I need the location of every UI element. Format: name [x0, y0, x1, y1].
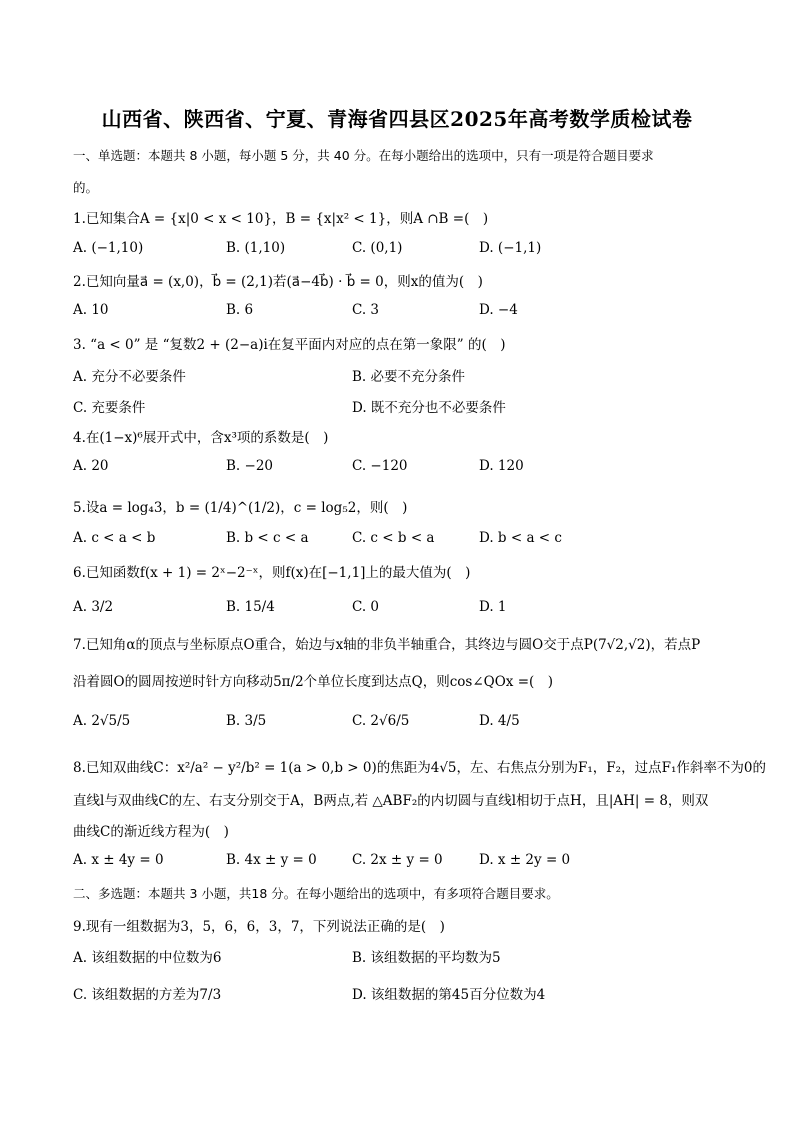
question-3-stem: 3. “a < 0” 是 “复数2 + (2−a)i在复平面内对应的点在第一象限” 的( ): [73, 337, 506, 353]
question-7-option-a: A. 2√5/5: [73, 713, 131, 729]
question-5-option-a: A. c < a < b: [73, 530, 156, 546]
section2-instructions: 二、多选题：本题共 3 小题，共18 分。在每小题给出的选项中，有多项符合题目要求。: [73, 886, 559, 901]
question-5-option-d: D. b < a < c: [479, 530, 562, 546]
question-8-option-a: A. x ± 4y = 0: [73, 852, 164, 868]
question-5-stem: 5.设a = log₄3，b = (1/4)^(1/2)，c = log₅2，则( ): [73, 500, 408, 516]
question-2-option-a: A. 10: [73, 302, 109, 318]
question-8-option-b: B. 4x ± y = 0: [226, 852, 317, 868]
question-7-stem-line2: 沿着圆O的圆周按逆时针方向移动5π/2个单位长度到达点Q，则cos∠QOx =( ): [73, 674, 554, 690]
section1-instructions-line2: 的。: [73, 180, 99, 195]
question-9-option-d: D. 该组数据的第45百分位数为4: [352, 987, 546, 1003]
question-4-option-b: B. −20: [226, 458, 273, 474]
question-7-option-d: D. 4/5: [479, 713, 520, 729]
section1-instructions-line1: 一、单选题：本题共 8 小题，每小题 5 分，共 40 分。在每小题给出的选项中，只有一项是符合题目要求: [73, 148, 654, 163]
question-8-option-d: D. x ± 2y = 0: [479, 852, 571, 868]
question-4-option-c: C. −120: [352, 458, 408, 474]
question-2-option-b: B. 6: [226, 302, 254, 318]
question-4-stem: 4.在(1−x)⁶展开式中，含x³项的系数是( ): [73, 430, 329, 446]
question-5-option-c: C. c < b < a: [352, 530, 435, 546]
question-4-option-d: D. 120: [479, 458, 524, 474]
question-3-option-b: B. 必要不充分条件: [352, 369, 466, 385]
question-2-option-d: D. −4: [479, 302, 518, 318]
question-2-option-c: C. 3: [352, 302, 380, 318]
question-1-option-b: B. (1,10): [226, 240, 286, 256]
question-8-stem-line2: 直线l与双曲线C的左、右支分别交于A，B两点,若 △ABF₂的内切圆与直线l相切于点H，且|AH| = 8，则双: [73, 793, 709, 809]
question-8-stem-line3: 曲线C的渐近线方程为( ): [73, 824, 229, 840]
question-1-option-a: A. (−1,10): [73, 240, 144, 256]
question-9-option-a: A. 该组数据的中位数为6: [73, 950, 222, 966]
question-7-stem-line1: 7.已知角α的顶点与坐标原点O重合，始边与x轴的非负半轴重合，其终边与圆O交于点P(7√2,√2)，若点P: [73, 637, 701, 653]
question-6-stem: 6.已知函数f(x + 1) = 2ˣ−2⁻ˣ，则f(x)在[−1,1]上的最大值为( ): [73, 565, 471, 581]
question-4-option-a: A. 20: [73, 458, 109, 474]
question-3-option-a: A. 充分不必要条件: [73, 369, 186, 385]
question-2-stem: 2.已知向量a⃗ = (x,0)，b⃗ = (2,1)若(a⃗−4b⃗) · b⃗ = 0，则x的值为( ): [73, 274, 483, 290]
question-1-option-c: C. (0,1): [352, 240, 403, 256]
question-7-option-b: B. 3/5: [226, 713, 267, 729]
question-9-option-c: C. 该组数据的方差为7/3: [73, 987, 222, 1003]
page-title: 山西省、陕西省、宁夏、青海省四县区2025年高考数学质检试卷: [101, 107, 693, 131]
question-1-option-d: D. (−1,1): [479, 240, 542, 256]
question-7-option-c: C. 2√6/5: [352, 713, 410, 729]
question-8-stem-line1: 8.已知双曲线C：x²/a² − y²/b² = 1(a > 0,b > 0)的焦距为4√5，左、右焦点分别为F₁，F₂，过点F₁作斜率不为0的: [73, 760, 766, 776]
question-3-option-c: C. 充要条件: [73, 400, 146, 416]
question-9-option-b: B. 该组数据的平均数为5: [352, 950, 501, 966]
question-5-option-b: B. b < c < a: [226, 530, 309, 546]
question-6-option-d: D. 1: [479, 599, 507, 615]
question-9-stem: 9.现有一组数据为3，5，6，6，3，7，下列说法正确的是( ): [73, 919, 445, 935]
question-1-stem: 1.已知集合A = {x|0 < x < 10}，B = {x|x² < 1}，则A ∩B =( ): [73, 211, 489, 227]
question-6-option-b: B. 15/4: [226, 599, 275, 615]
question-6-option-a: A. 3/2: [73, 599, 114, 615]
question-6-option-c: C. 0: [352, 599, 380, 615]
question-8-option-c: C. 2x ± y = 0: [352, 852, 443, 868]
question-3-option-d: D. 既不充分也不必要条件: [352, 400, 506, 416]
